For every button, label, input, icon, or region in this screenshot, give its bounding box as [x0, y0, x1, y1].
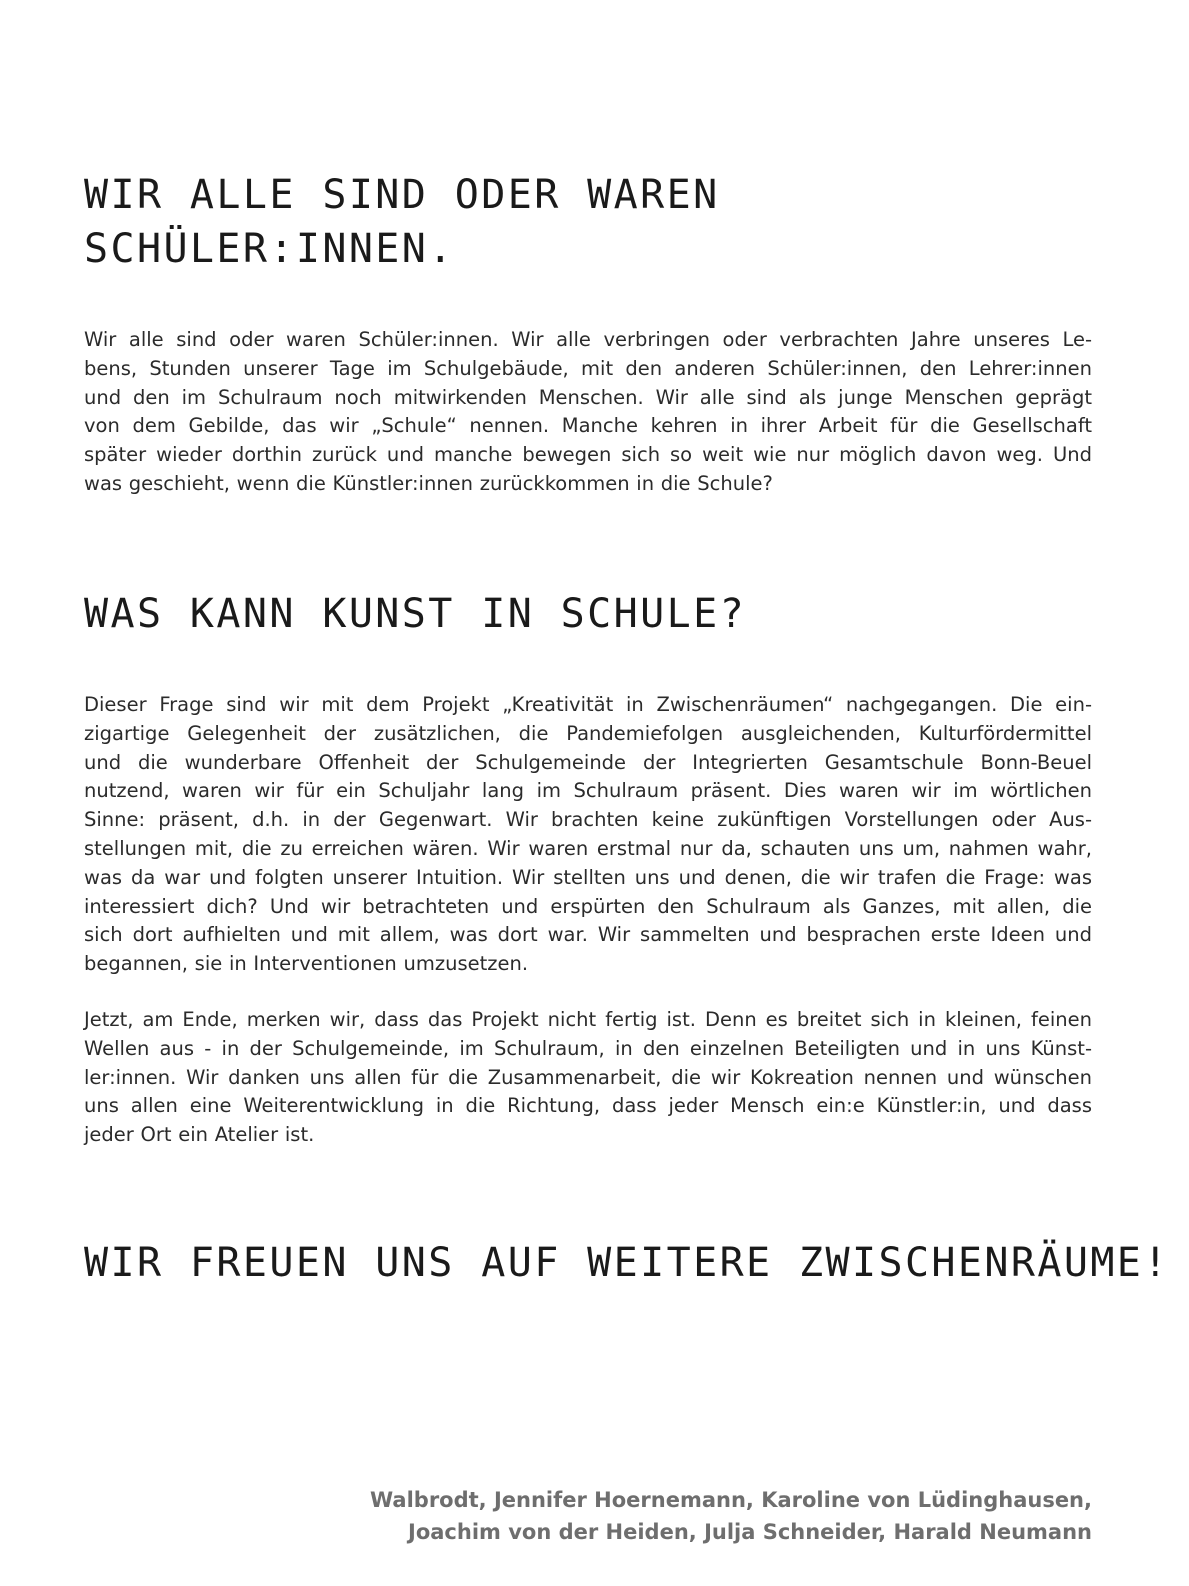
author-line: Walbrodt, Jennifer Hoernemann, Karoline von Lüdinghausen, [370, 1488, 1092, 1512]
text-line: Wellen aus - in der Schulgemeinde, im Schulraum, in den einzelnen Beteiligten und in uns Künst- [84, 1036, 1092, 1060]
project-paragraph [84, 691, 1092, 979]
text-line: interessiert dich? Und wir betrachteten und erspürten den Schulraum als Ganzes, mit allen, die [84, 894, 1092, 918]
heading-line: WAS KANN KUNST IN SCHULE? [84, 591, 747, 637]
author-credits [370, 1484, 1092, 1548]
text-line: stellungen mit, die zu erreichen wären. Wir waren erstmal nur da, schauten uns um, nahmen wahr, [84, 836, 1092, 860]
text-line: was geschieht, wenn die Künstler:innen zurückkommen in die Schule? [84, 471, 773, 495]
author-line: Joachim von der Heiden, Julja Schneider, Harald Neumann [408, 1520, 1092, 1544]
heading-was-kann-kunst [84, 587, 746, 641]
text-line: später wieder dorthin zurück und manche bewegen sich so weit wie nur möglich davon weg. Und [84, 443, 1092, 467]
text-line: nutzend, waren wir für ein Schuljahr lang im Schulraum präsent. Dies waren wir im wörtlichen [84, 779, 1092, 803]
text-line: Wir alle sind oder waren Schüler:innen. Wir alle verbringen oder verbrachten Jahre unseres Le- [84, 328, 1092, 351]
closing-paragraph [84, 1006, 1092, 1150]
text-line: sich dort aufhielten und mit allem, was dort war. Wir sammelten und besprachen erste Ideen und [84, 923, 1092, 947]
text-line: und den im Schulraum noch mitwirkenden Menschen. Wir alle sind als junge Menschen geprägt [84, 385, 1092, 409]
text-line: Jetzt, am Ende, merken wir, dass das Projekt nicht fertig ist. Denn es breitet sich in kleinen, feinen [84, 1008, 1092, 1031]
text-line: von dem Gebilde, das wir „Schule“ nennen. Manche kehren in ihrer Arbeit für die Gesellschaft [84, 414, 1092, 438]
text-line: zigartige Gelegenheit der zusätzlichen, die Pandemiefolgen ausgleichenden, Kulturfördermittel [84, 721, 1092, 745]
text-line: was da war und folgten unserer Intuition. Wir stellten uns und denen, die wir trafen die Frage: was [84, 865, 1092, 889]
heading-wir-freuen-uns [84, 1236, 1170, 1290]
heading-line: WIR ALLE SIND ODER WAREN [84, 172, 720, 218]
heading-line: WIR FREUEN UNS AUF WEITERE ZWISCHENRÄUME! [84, 1240, 1170, 1286]
text-line: bens, Stunden unserer Tage im Schulgebäude, mit den anderen Schüler:innen, den Lehrer:innen [84, 356, 1092, 380]
text-line: und die wunderbare Offenheit der Schulgemeinde der Integrierten Gesamtschule Bonn-Beuel [84, 750, 1092, 774]
text-line: ler:innen. Wir danken uns allen für die Zusammenarbeit, die wir Kokreation nennen und wünschen [84, 1065, 1092, 1089]
text-line: Dieser Frage sind wir mit dem Projekt „Kreativität in Zwischenräumen“ nachgegangen. Die ein- [84, 693, 1092, 716]
heading-wir-alle [84, 168, 720, 276]
text-line: begannen, sie in Interventionen umzusetzen. [84, 952, 529, 976]
text-line: jeder Ort ein Atelier ist. [84, 1123, 315, 1147]
heading-line: SCHÜLER:INNEN. [84, 226, 455, 272]
intro-paragraph [84, 326, 1092, 499]
text-line: uns allen eine Weiterentwicklung in die Richtung, dass jeder Mensch ein:e Künstler:in, und dass [84, 1094, 1092, 1118]
text-line: Sinne: präsent, d.h. in der Gegenwart. Wir brachten keine zukünftigen Vorstellungen oder Aus- [84, 808, 1092, 832]
